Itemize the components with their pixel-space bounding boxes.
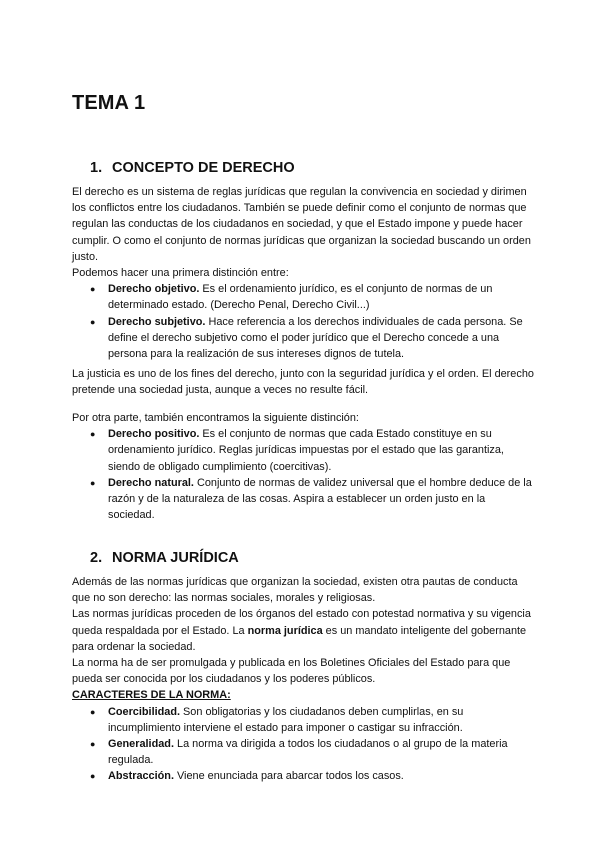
section-title: NORMA JURÍDICA <box>112 550 239 566</box>
section-body-distincion <box>72 410 534 523</box>
bullet-icon: ● <box>90 771 96 782</box>
bullet-list <box>72 426 534 523</box>
section-number: 2. <box>90 550 103 566</box>
section-title: CONCEPTO DE DERECHO <box>112 160 295 176</box>
list-item-text: Es el conjunto de normas que cada Estado constituye en su ordenamiento jurídico. Reglas jurídicas impuestas por el estado que las garantiza, siendo de obligado cumplimiento (coercitivas). <box>108 428 504 473</box>
paragraph: Por otra parte, también encontramos la siguiente distinción: <box>72 412 359 424</box>
list-item-term: Generalidad. <box>108 738 174 751</box>
bullet-icon: ● <box>90 706 96 717</box>
list-item-term: Coercibilidad. <box>108 705 181 718</box>
section-number: 1. <box>90 160 103 176</box>
section-body-norma <box>72 574 534 785</box>
list-item-text: Son obligatorias y los ciudadanos deben cumplirlas, en su incumplimiento interviene el estado para imponer o castigar su infracción. <box>108 705 464 734</box>
bullet-icon: ● <box>90 284 96 295</box>
list-item-text: Es el ordenamiento jurídico, es el conjunto de normas de un determinado estado. (Derecho Penal, Derecho Civil...) <box>108 283 493 312</box>
bullet-icon: ● <box>90 429 96 440</box>
list-item <box>72 281 534 313</box>
document-title: TEMA 1 <box>72 92 146 114</box>
section-heading-concepto <box>90 160 295 176</box>
list-item-term: Derecho natural. <box>108 476 194 489</box>
list-item <box>72 736 534 768</box>
list-item-term: Derecho objetivo. <box>108 283 200 296</box>
list-item <box>72 768 534 784</box>
paragraph: Podemos hacer una primera distinción entre: <box>72 267 289 280</box>
bullet-icon: ● <box>90 477 96 488</box>
list-item-text: Hace referencia a los derechos individuales de cada persona. Se define el derecho subjetivo como el poder jurídico que el Derecho concede a una persona para la realización de sus intereses dignos de tutela. <box>108 315 523 361</box>
caracteres-heading: CARACTERES DE LA NORMA: <box>72 689 231 702</box>
list-item <box>72 475 534 524</box>
paragraph: La norma ha de ser promulgada y publicada en los Boletines Oficiales del Estado para que pueda ser conocida por los ciudadanos y los poderes públicos. <box>72 657 511 686</box>
list-item-term: Derecho positivo. <box>108 428 200 441</box>
paragraph-text: es un mandato inteligente del gobernante para ordenar la sociedad. <box>72 624 527 653</box>
bullet-list <box>72 704 534 785</box>
paragraph: La justicia es uno de los fines del derecho, junto con la seguridad jurídica y el orden. El derecho pretende una sociedad justa, aunque a veces no resulte fácil. <box>72 368 534 397</box>
section-body-concepto <box>72 184 534 362</box>
paragraph-bold-term: norma jurídica <box>247 624 323 637</box>
list-item <box>72 314 534 363</box>
list-item-text: Conjunto de normas de validez universal que el hombre deduce de la razón y de la naturaleza de las cosas. Aspira a establecer un orden justo en la sociedad. <box>108 476 532 522</box>
list-item-term: Derecho subjetivo. <box>108 315 206 328</box>
bullet-icon: ● <box>90 739 96 750</box>
list-item-text: La norma va dirigida a todos los ciudadanos o al grupo de la materia regulada. <box>108 738 508 767</box>
bullet-icon: ● <box>90 316 96 327</box>
section-heading-norma <box>90 550 239 566</box>
section-body-justicia <box>72 366 534 398</box>
paragraph: El derecho es un sistema de reglas jurídicas que regulan la convivencia en sociedad y dirimen los conflictos entre los ciudadanos. También se puede definir como el conjunto de normas que regulan las conductas de los ciudadanos en sociedad, y que el Estado impone y puede hacer cumplir. O como el conjunto de normas jurídicas que organizan la sociedad buscando un orden justo. <box>72 186 531 263</box>
paragraph-text: Las normas jurídicas proceden de los órganos del estado con potestad normativa y su vigencia queda respaldada por el Estado. La <box>72 608 531 637</box>
list-item <box>72 426 534 475</box>
list-item-text: Viene enunciada para abarcar todos los casos. <box>173 770 404 783</box>
bullet-list <box>72 281 534 362</box>
list-item <box>72 704 534 736</box>
paragraph: Además de las normas jurídicas que organizan la sociedad, existen otra pautas de conducta que no son derecho: las normas sociales, morales y religiosas. <box>72 576 518 605</box>
paragraph <box>72 606 534 655</box>
list-item-term: Abstracción. <box>108 770 174 783</box>
